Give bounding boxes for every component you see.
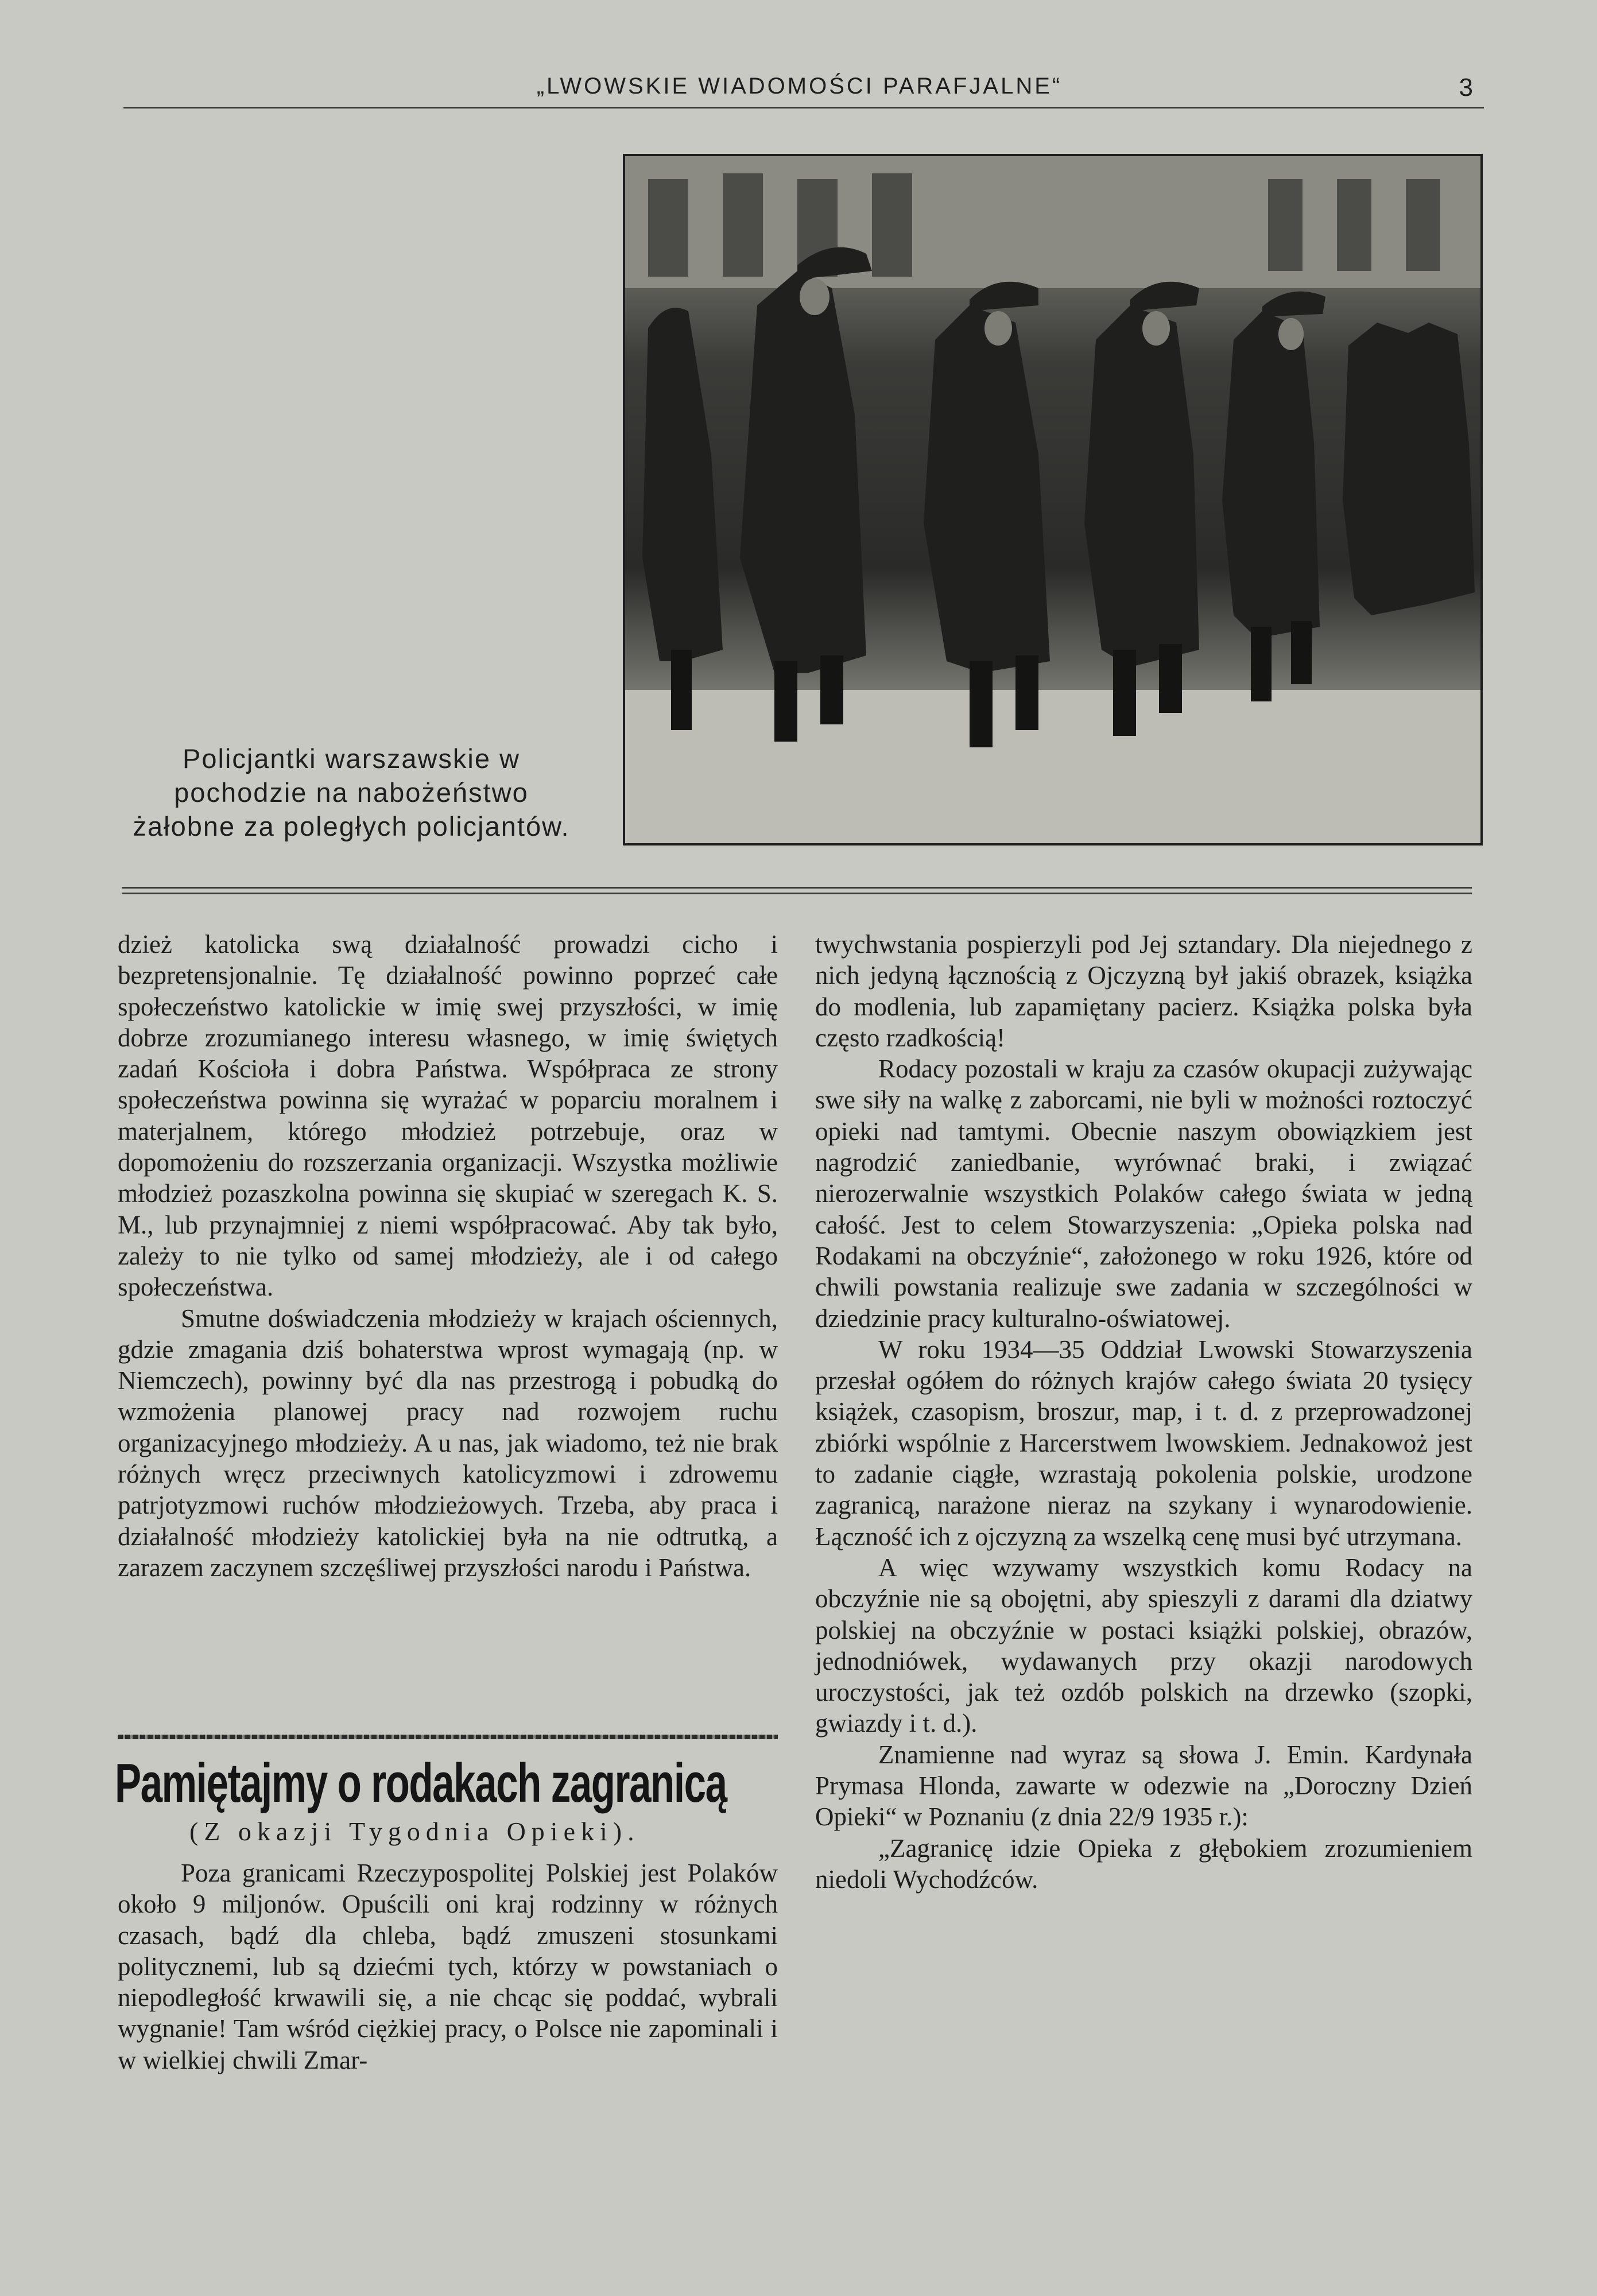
article-separator xyxy=(118,1735,778,1739)
photo-image xyxy=(625,156,1480,843)
page-number: 3 xyxy=(1459,73,1475,102)
section-rule-top xyxy=(122,887,1472,889)
section-rule-bottom xyxy=(122,893,1472,894)
left-paragraph-2: Smutne doświadczenia młodzieży w krajach ościennych, gdzie zmagania dziś bohaterstwa wprost wymagają (np. w Niemczech), powinny być dla nas przestrogą i pobudką do wzmożenia planowej pracy nad rozwojem ruchu organizacyjnego młodzieży. A u nas, jak wiadomo, też nie brak różnych wręcz przeciwnych katolicyzmowi i zdrowemu patrjotyzmowi ruchów młodzieżowych. Trzeba, aby praca i działalność młodzieży katolickiej była na nie odtrutką, a zarazem zaczynem szczęśliwej przyszłości narodu i Państwa. xyxy=(118,1304,778,1582)
running-head xyxy=(123,69,1475,109)
photo-policewomen-march xyxy=(623,154,1483,846)
article-left-body xyxy=(118,1857,778,2076)
right-paragraph-4: A więc wzywamy wszystkich komu Rodacy na obczyźnie nie są obojętni, aby spieszyli z darami dla dziatwy polskiej na obczyźnie w postaci książki polskiej, obrazów, jednodniówek, wydawanych przy okazji narodowych uroczystości, jak też ozdób polskich na drzewko (szopki, gwiazdy i t. d.). xyxy=(815,1553,1472,1738)
article-paragraph-1: Poza granicami Rzeczypospolitej Polskiej jest Polaków około 9 miljonów. Opuścili oni kraj rodzinny w różnych czasach, bądź dla chleba, bądź zmuszeni stosunkami politycznemi, lub są dziećmi tych, którzy w powstaniach o niepodległość krwawili się, a nie chcąc się poddać, wybrali wygnanie! Tam wśród ciężkiej pracy, o Polsce nie zapominali i w wielkiej chwili Zmar- xyxy=(118,1859,778,2074)
right-paragraph-1: twychwstania pospierzyli pod Jej sztandary. Dla niejednego z nich jedyną łącznością z Ojczyzną był jakiś obrazek, książka do modlenia, lub zapamiętany pacierz. Książka polska była często rzadkością! xyxy=(815,930,1472,1052)
left-column xyxy=(118,929,778,1583)
header-rule xyxy=(123,107,1484,108)
right-column xyxy=(815,929,1472,1895)
right-paragraph-2: Rodacy pozostali w kraju za czasów okupacji zużywając swe siły na walkę z zaborcami, nie byli w możności roztoczyć opieki nad tamtymi. Obecnie naszym obowiązkiem jest nagrodzić zaniedbanie, wyrównać braki, i związać nierozerwalnie wszystkich Polaków całego świata w jedną całość. Jest to celem Stowarzyszenia: „Opieka polska nad Rodakami na obczyźnie“, założonego w roku 1926, które od chwili powstania realizuje swe zadania w szczególności w dziedzinie pracy kulturalno-oświatowej. xyxy=(815,1054,1472,1333)
right-paragraph-3: W roku 1934—35 Oddział Lwowski Stowarzyszenia przesłał ogółem do różnych krajów całego świata 20 tysięcy książek, czasopism, broszur, map, i t. d. z przeprowadzonej zbiórki wspólnie z Harcerstwem lwowskiem. Jednakowoż jest to zadanie ciągłe, wzrastają pokolenia polskie, urodzone zagranicą, narażone nieraz na szykany i wynarodowienie. Łączność ich z ojczyzną za wszelką cenę musi być utrzymana. xyxy=(815,1335,1472,1551)
photo-caption: Policjantki warszawskie w pochodzie na nabożeństwo żałobne za poległych policjantów. xyxy=(133,743,570,841)
right-paragraph-5: Znamienne nad wyraz są słowa J. Emin. Kardynała Prymasa Hlonda, zawarte w odezwie na „Doroczny Dzień Opieki“ w Poznaniu (z dnia 22/9 1935 r.): xyxy=(815,1740,1472,1832)
left-paragraph-1: dzież katolicka swą działalność prowadzi cicho i bezpretensjonalnie. Tę działalność powinno poprzeć całe społeczeństwo katolickie w imię swej przyszłości, w imię dobrze zrozumianego interesu własnego, w imię świętych zadań Kościoła i dobra Państwa. Współpraca ze strony społeczeństwa powinna się wyrażać w poparciu moralnem i materjalnem, którego młodzież potrzebuje, oraz w dopomożeniu do rozszerzania organizacji. Wszystka możliwie młodzież pozaszkolna powinna się skupiać w szeregach K. S. M., lub przynajmniej z niemi współpracować. Aby tak było, zależy to nie tylko od samej młodzieży, ale i od całego społeczeństwa. xyxy=(118,930,778,1302)
article-title: Pamiętajmy o rodakach zagranicą xyxy=(115,1752,727,1814)
right-paragraph-6: „Zagranicę idzie Opieka z głębokiem zrozumieniem niedoli Wychodźców. xyxy=(815,1833,1472,1894)
running-title: „LWOWSKIE WIADOMOŚCI PARAFJALNE“ xyxy=(536,73,1063,99)
article-subtitle: (Z okazji Tygodnia Opieki). xyxy=(189,1817,640,1846)
